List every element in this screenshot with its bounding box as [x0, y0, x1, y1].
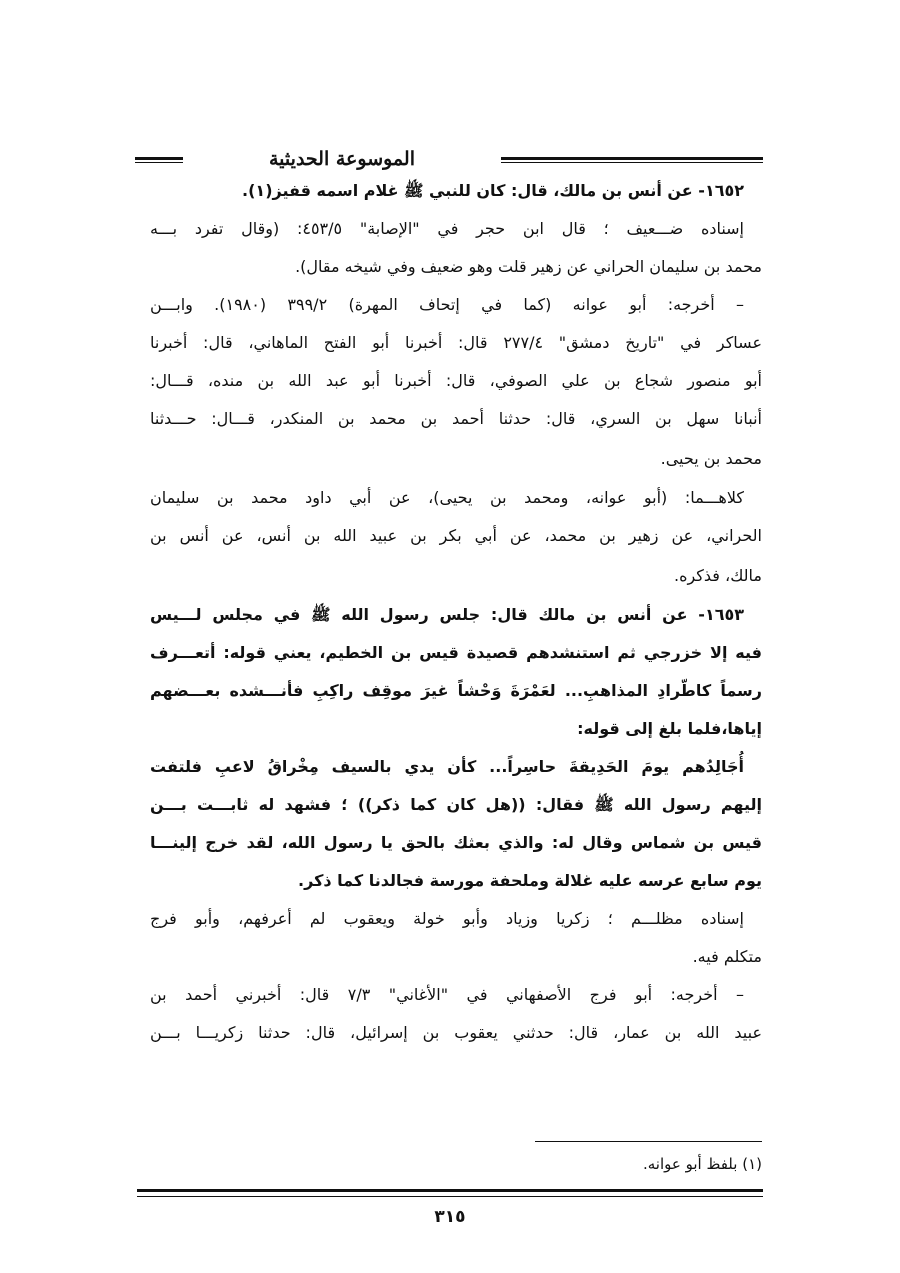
takhrij-line-1: – أخرجه: أبو عوانه (كما في إتحاف المهرة) ٣٩٩/٢ (١٩٨٠). وابـــن [150, 295, 744, 314]
header-title: الموسوعة الحديثية [269, 148, 415, 170]
grading-line-2: محمد بن سليمان الحراني عن زهير قلت وهو ضعيف وفي شيخه مقال). [295, 257, 762, 276]
takhrij-line-2: عساكر في "تاريخ دمشق" ٢٧٧/٤ قال: أخبرنا أبو الفتح الماهاني، قال: أخبرنا [150, 333, 762, 352]
hadith-1653-line-4: إياها،فلما بلغ إلى قوله: [577, 719, 762, 738]
takhrij-2-line-2: عبيد الله بن عمار، قال: حدثني يعقوب بن إسرائيل، قال: حدثنا زكريـــا بـــن [150, 1023, 762, 1042]
hadith-1652-line-1: ١٦٥٢- عن أنس بن مالك، قال: كان للنبي ﷺ غلام اسمه قفيز(١). [242, 181, 744, 200]
footer-rule-thin [137, 1196, 763, 1197]
grading-2-line-1: إسناده مظلـــم ؛ زكريا وزياد وأبو خولة ويعقوب لم أعرفهم، وأبو فرج [150, 909, 744, 928]
hadith-1653-line-2: فيه إلا خزرجي ثم استنشدهم قصيدة قيس بن الخطيم، يعني قوله: أتعـــرف [150, 643, 762, 662]
hadith-1653-line-1: ١٦٥٣- عن أنس بن مالك قال: جلس رسول الله ﷺ في مجلس لـــيس [150, 605, 744, 624]
takhrij-line-3: أبو منصور شجاع بن علي الصوفي، قال: أخبرنا أبو عبد الله بن منده، قـــال: [150, 371, 762, 390]
chain-line-2: الحراني، عن زهير بن محمد، عن أبي بكر بن عبيد الله بن أنس، عن أنس بن [150, 526, 762, 545]
chain-line-3: مالك، فذكره. [673, 566, 762, 585]
grading-2-line-2: متكلم فيه. [692, 947, 762, 966]
footnote: (١) بلفظ أبو عوانه. [643, 1155, 762, 1173]
page-number: ٣١٥ [434, 1207, 466, 1227]
header-rule-right [501, 157, 763, 163]
hadith-1653-line-5: أُجَالِدُهم يومَ الحَدِيقةَ حاسِراً... كأن يدي بالسيف مِخْراقُ لاعبِ فلتفت [150, 757, 744, 776]
footnote-separator [535, 1141, 762, 1142]
header-rule-left [135, 157, 183, 163]
hadith-1653-line-6: إليهم رسول الله ﷺ فقال: ((هل كان كما ذكر)) ؛ فشهد له ثابـــت بـــن [150, 795, 762, 814]
takhrij-line-4: أنبانا سهل بن السري، قال: حدثنا أحمد بن محمد بن المنكدر، قـــال: حـــدثنا [150, 409, 762, 428]
hadith-1653-line-7: قيس بن شماس وقال له: والذي بعثك بالحق يا رسول الله، لقد خرج إلينـــا [150, 833, 762, 852]
chain-line-1: كلاهـــما: (أبو عوانه، ومحمد بن يحيى)، عن أبي داود محمد بن سليمان [150, 488, 744, 507]
footer-rule-thick [137, 1189, 763, 1192]
hadith-1653-line-8: يوم سابع عرسه عليه غلالة وملحفة مورسة فجالدنا كما ذكر. [298, 871, 762, 890]
takhrij-2-line-1: – أخرجه: أبو فرج الأصفهاني في "الأغاني" ٧/٣ قال: أخبرني أحمد بن [150, 985, 744, 1004]
takhrij-line-5: محمد بن يحيى. [660, 449, 762, 468]
grading-line-1: إسناده ضـــعيف ؛ قال ابن حجر في "الإصابة" ٤٥٣/٥: (وقال تفرد بـــه [150, 219, 745, 238]
hadith-1653-line-3: رسماً كاطّرادِ المذاهبِ... لعَمْرَةَ وَحْشاً غيرَ موقِف راكِبِ فأنـــشده بعـــضهم [150, 681, 762, 700]
body-text [150, 172, 762, 1052]
